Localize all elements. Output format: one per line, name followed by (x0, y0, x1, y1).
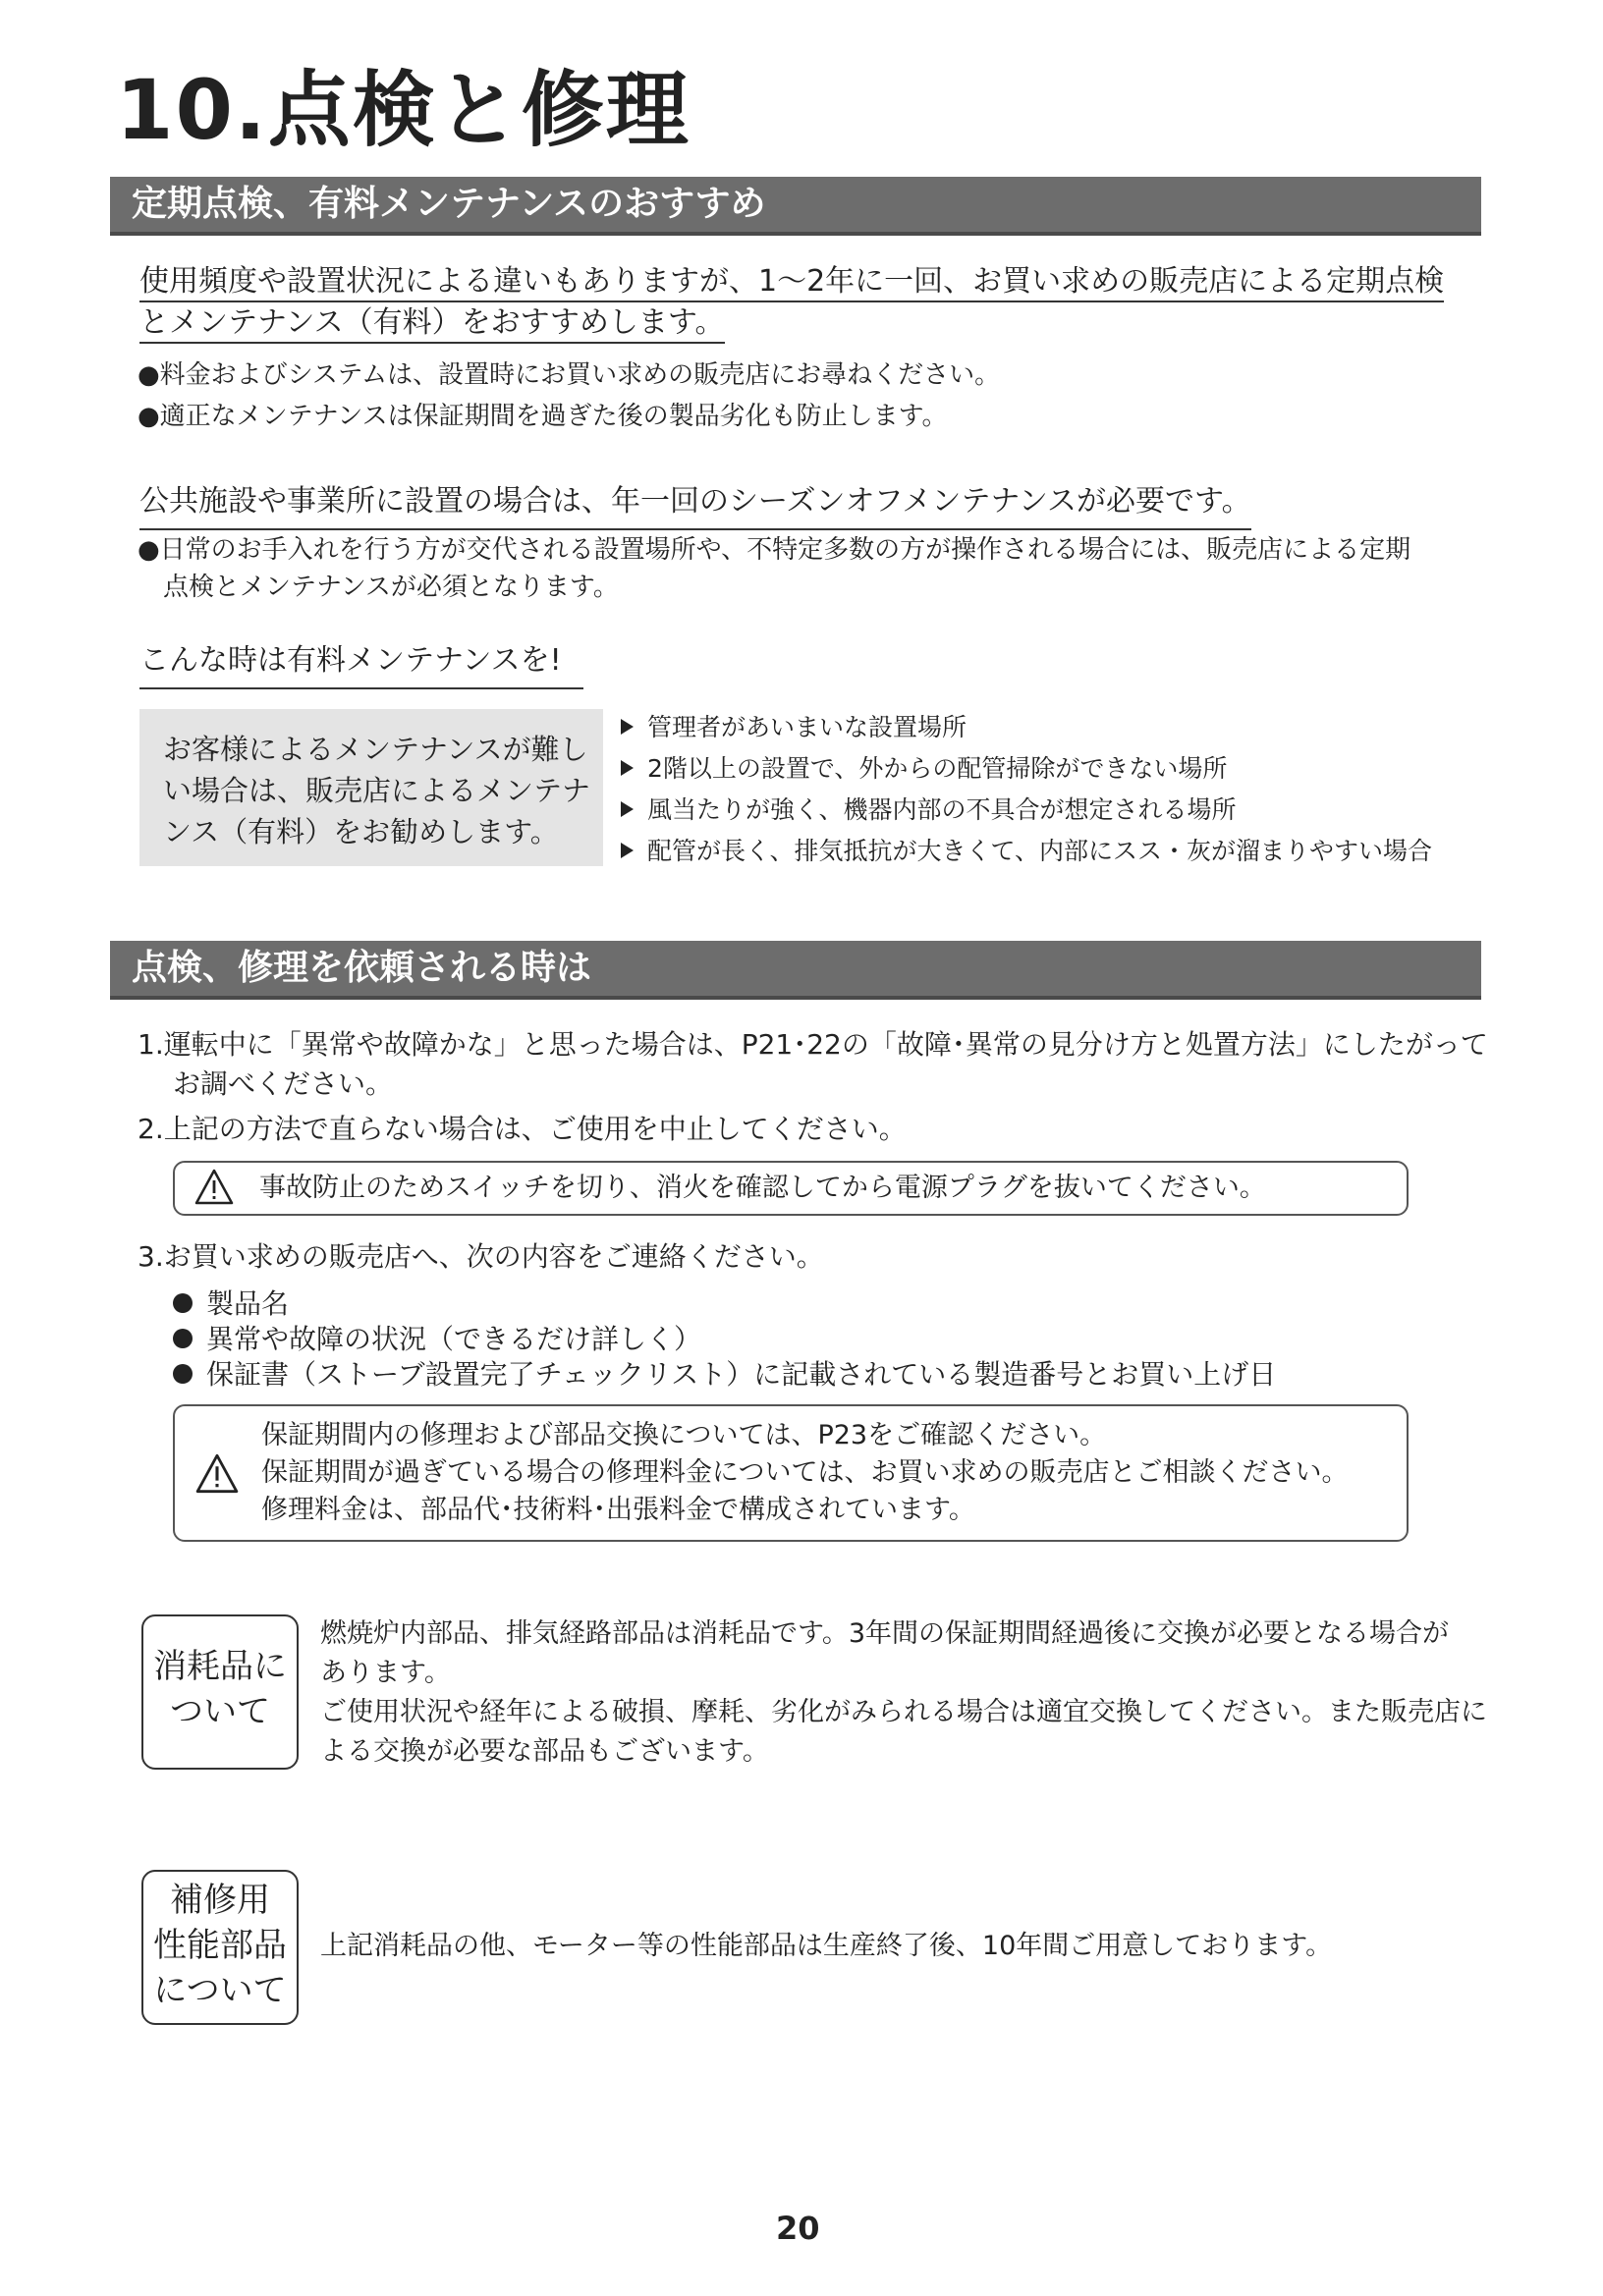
lead-line-2: とメンテナンス（有料）をおすすめします。 (139, 305, 725, 344)
paid-maintenance-box-text: お客様によるメンテナンスが難しい場合は、販売店によるメンテナンス（有料）をお勧めします。 (163, 733, 591, 848)
paid-maintenance-box (139, 709, 603, 866)
paid-maintenance-heading: こんな時は有料メンテナンスを! (139, 640, 583, 689)
triangle-bullet-icon (621, 719, 634, 735)
warning-box-warranty (173, 1404, 1409, 1542)
list-item: 配管が長く、排気抵抗が大きくて、内部にスス・灰が溜まりやすい場合 (621, 831, 1505, 872)
triangle-bullet-icon (621, 760, 634, 776)
step-1 (138, 1025, 1488, 1104)
section-header-repair (110, 941, 1481, 1000)
bullet-dot-icon (173, 1293, 193, 1313)
section-title: 定期点検、有料メンテナンスのおすすめ (132, 184, 766, 224)
spare-parts-label (141, 1870, 299, 2025)
lead-line-1: 使用頻度や設置状況による違いもありますが、1～2年に一回、お買い求めの販売店による定期点検 (139, 264, 1444, 302)
contact-item: 保証書（ストーブ設置完了チェックリスト）に記載されている製造番号とお買い上げ日 (173, 1355, 1276, 1394)
paid-case-list (621, 707, 1505, 872)
section-header-maintenance (110, 177, 1481, 236)
bullet-fee: ●料金およびシステムは、設置時にお買い求めの販売店にお尋ねください。 (138, 360, 1001, 390)
consumables-text (320, 1614, 1489, 1772)
warning-box-power (173, 1161, 1409, 1216)
warning-icon (194, 1169, 234, 1206)
consumables-line: ご使用状況や経年による破損、摩耗、劣化がみられる場合は適宜交換してください。また販売店に (320, 1697, 1487, 1727)
bullet-dot-icon (173, 1364, 193, 1384)
warning-line-1: 保証期間内の修理および部品交換については、P23をご確認ください。 (261, 1420, 1107, 1450)
section-title: 点検、修理を依頼される時は (132, 948, 592, 988)
spare-parts-label-line-3: について (153, 1971, 287, 2010)
step-1-line-1: 1.運転中に「異常や故障かな」と思った場合は、P21･22の「故障･異常の見分け方と処置方法」にしたがって (138, 1028, 1488, 1061)
spare-parts-label-line-2: 性能部品 (153, 1926, 287, 1965)
public-facility-bullet-2: 点検とメンテナンスが必須となります。 (163, 573, 619, 602)
warning-line-3: 修理料金は、部品代･技術料･出張料金で構成されています。 (261, 1495, 975, 1525)
consumables-line: 燃焼炉内部品、排気経路部品は消耗品です。3年間の保証期間経過後に交換が必要となる場合が (320, 1618, 1450, 1649)
public-facility-heading: 公共施設や事業所に設置の場合は、年一回のシーズンオフメンテナンスが必要です。 (139, 481, 1251, 530)
warning-text: 事故防止のためスイッチを切り、消火を確認してから電源プラグを抜いてください。 (259, 1173, 1266, 1203)
contact-item: 製品名 (173, 1285, 289, 1324)
consumables-label (141, 1614, 299, 1770)
list-item: 風当たりが強く、機器内部の不具合が想定される場所 (621, 790, 1505, 831)
triangle-bullet-icon (621, 843, 634, 858)
maintenance-lead (139, 261, 1456, 344)
consumables-label-line-1: 消耗品に (153, 1647, 287, 1686)
triangle-bullet-icon (621, 801, 634, 817)
step-3: 3.お買い求めの販売店へ、次の内容をご連絡ください。 (138, 1240, 824, 1273)
spare-parts-text: 上記消耗品の他、モーター等の性能部品は生産終了後、10年間ご用意しております。 (320, 1931, 1333, 1961)
bullet-degradation: ●適正なメンテナンスは保証期間を過ぎた後の製品劣化も防止します。 (138, 402, 948, 431)
spare-parts-label-line-1: 補修用 (170, 1881, 270, 1920)
step-2: 2.上記の方法で直らない場合は、ご使用を中止してください。 (138, 1113, 907, 1145)
bullet-dot-icon (173, 1329, 193, 1348)
warning-line-2: 保証期間が過ぎている場合の修理料金については、お買い求めの販売店とご相談ください。 (261, 1457, 1349, 1488)
consumables-label-line-2: ついて (170, 1692, 270, 1731)
step-1-line-2: お調べください。 (173, 1067, 394, 1100)
page-title: 10.点検と修理 (116, 62, 691, 158)
public-facility-bullet-1: ●日常のお手入れを行う方が交代される設置場所や、不特定多数の方が操作される場合には、販売店による定期 (138, 535, 1411, 565)
page-number: 20 (776, 2210, 820, 2247)
contact-item: 異常や故障の状況（できるだけ詳しく） (173, 1320, 701, 1359)
warning-icon (194, 1453, 240, 1495)
list-item: 管理者があいまいな設置場所 (621, 707, 1505, 748)
consumables-line: よる交換が必要な部品もございます。 (320, 1736, 769, 1767)
consumables-line: あります。 (320, 1658, 451, 1688)
list-item: 2階以上の設置で、外からの配管掃除ができない場所 (621, 748, 1505, 790)
